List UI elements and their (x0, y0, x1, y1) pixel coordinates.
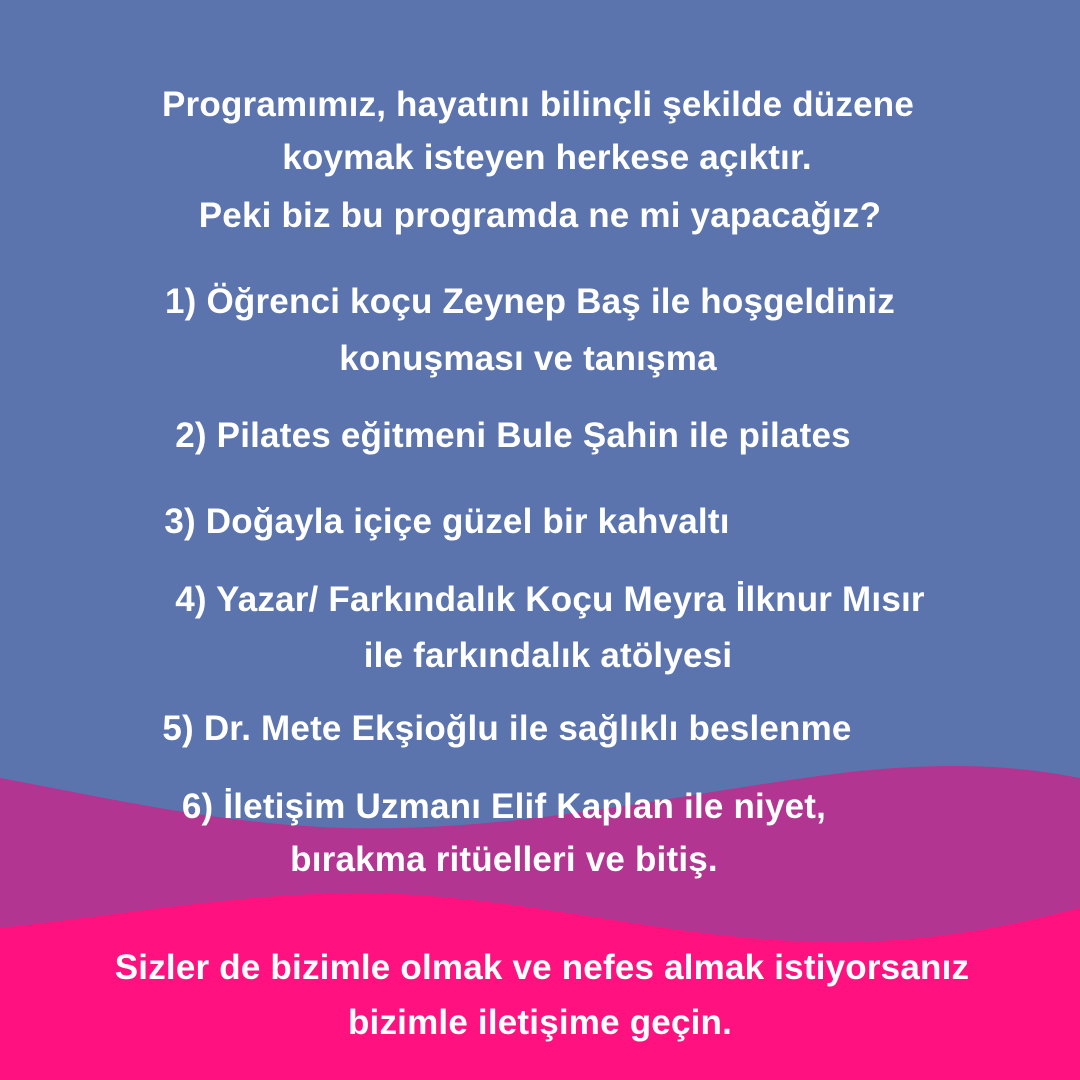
intro-line-2: koymak isteyen herkese açıktır. (282, 138, 812, 177)
program-item-4-line-2: ile farkındalık atölyesi (363, 636, 733, 675)
program-item-6-line-2: bırakma ritüelleri ve bitiş. (290, 840, 718, 879)
program-item-4-line-1: 4) Yazar/ Farkındalık Koçu Meyra İlknur Mısır (175, 580, 925, 619)
footer-line-1: Sizler de bizimle olmak ve nefes almak istiyorsanız (114, 948, 970, 987)
program-item-1-line-1: 1) Öğrenci koçu Zeynep Baş ile hoşgeldiniz (165, 282, 895, 321)
program-item-6-line-1: 6) İletişim Uzmanı Elif Kaplan ile niyet, (181, 787, 827, 826)
footer-line-2: bizimle iletişime geçin. (347, 1003, 733, 1042)
program-item-2: 2) Pilates eğitmeni Bule Şahin ile pilates (175, 416, 851, 455)
intro-line-1: Programımız, hayatını bilinçli şekilde düzene (162, 85, 914, 124)
intro-line-3: Peki biz bu programda ne mi yapacağız? (198, 196, 882, 235)
program-item-1-line-2: konuşması ve tanışma (339, 339, 717, 378)
program-item-3: 3) Doğayla içiçe güzel bir kahvaltı (164, 502, 730, 541)
program-item-5: 5) Dr. Mete Ekşioğlu ile sağlıklı beslenme (162, 709, 852, 748)
